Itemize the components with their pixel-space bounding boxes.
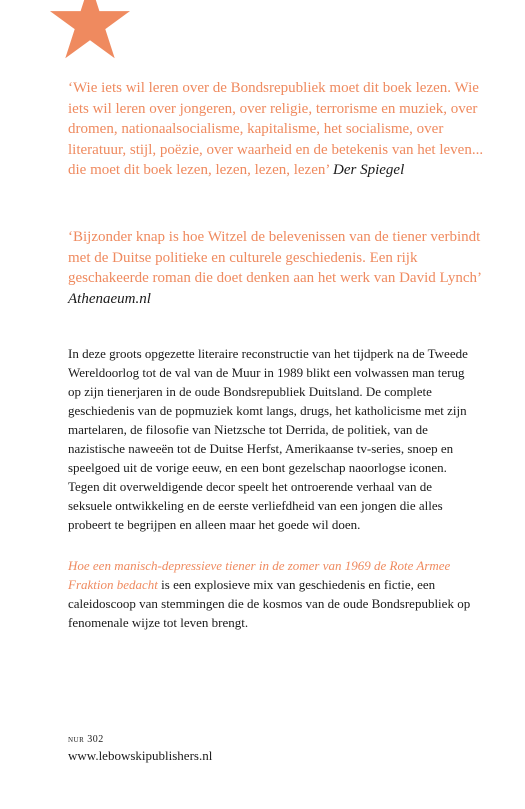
review-quote-spiegel [68,78,488,181]
quote-source: Athenaeum.nl [68,290,151,307]
quote-source: Der Spiegel [333,162,405,178]
description-text: is een explosieve mix van geschiedenis en fictie, een caleidoscoop van stemmingen die de kosmos van de oude Bondsrepubliek op fenomenale wijze tot leven brengt. [68,577,471,630]
quote-text: ‘Wie iets wil leren over de Bondsrepubliek moet dit boek lezen. Wie iets wil leren over jongeren, over religie, terrorisme en muziek, over dromen, nationaalsocialisme, kapitalisme, het socialisme, over literatuur, stijl, poëzie, over waarheid en de betekenis van het leven... die moet dit boek lezen, lezen, lezen, lezen’ [68,80,484,178]
publisher-website: www.lebowskipublishers.nl [68,748,213,763]
description-paragraph: In deze groots opgezette literaire reconstructie van het tijdperk na de Tweede Wereldoorlog tot de val van de Muur in 1989 blikt een volwassen man terug op zijn tienerjaren in de oude Bondsrepubliek Duitsland. De complete geschiedenis van de popmuziek komt langs, drugs, het katholicisme met zijn martelaren, de filosofie van Nietzsche tot Derrida, de politiek, van de nazistische naweeën tot de Duitse Herfst, Amerikaanse tv-series, snoep en speelgoed uit de vorige eeuw, en een bont gezelschap naoorlogse iconen. Tegen dit overweldigende decor speelt het ontroerende verhaal van de seksuele ontwikkeling en de eerste verliefdheid van een jongen die alles probeert te begrijpen en alleen maar het goede wil doen. [68,346,468,532]
star-icon [42,0,138,76]
nur-code: nur 302 [68,734,104,745]
description-paragraph-title [68,556,478,632]
book-title: Hoe een manisch-depressieve tiener in de zomer van 1969 de Rote Armee Fraktion bedacht [68,558,451,592]
quote-text: ‘Bijzonder knap is hoe Witzel de belevenissen van de tiener verbindt met de Duitse politieke en culturele geschiedenis. Een rijk geschakeerde roman die doet denken aan het werk van David Lynch’ [68,229,481,286]
review-quote-athenaeum [68,227,488,309]
